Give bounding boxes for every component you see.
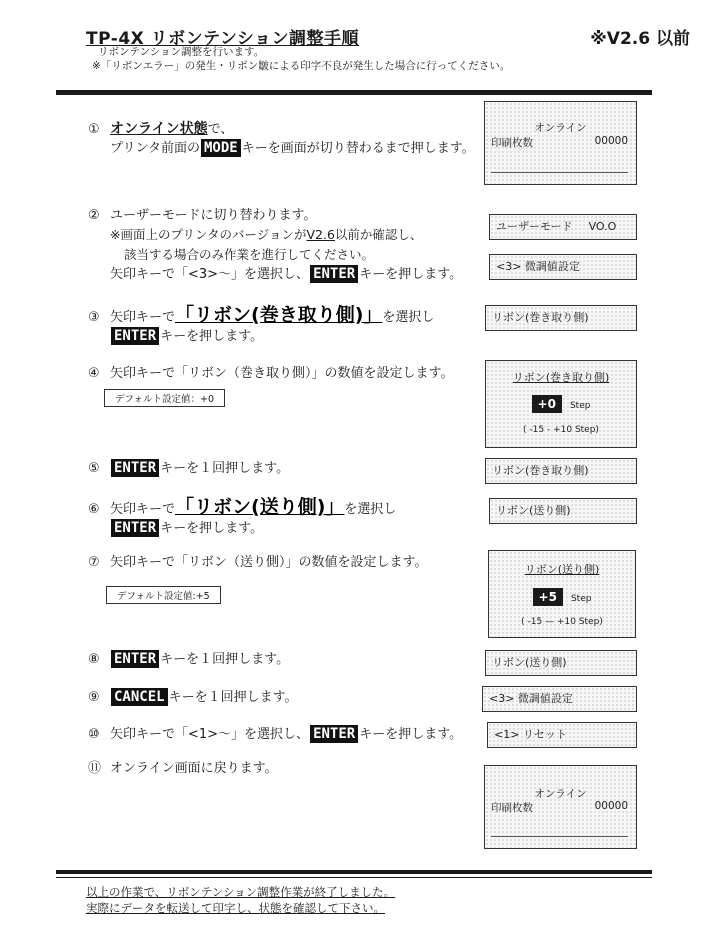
lcd-reset: <1> リセット xyxy=(487,722,637,748)
step-9: ⑨ CANCEL キーを１回押します。 xyxy=(88,689,298,705)
description-line-2: ※「リボンエラー」の発生・リボン皺による印字不良が発生した場合に行ってください。 xyxy=(92,60,511,72)
lcd-online: オンライン 印刷枚数 00000 xyxy=(484,101,637,185)
footer-line-1: 以上の作業で、リボンテンション調整作業が終了しました。 xyxy=(86,885,396,899)
bottom-divider xyxy=(56,870,652,874)
step-7: ⑦ 矢印キーで「リボン（送り側）」の数値を設定します。 xyxy=(88,555,428,570)
lcd-fine-adjust-2: <3> 微調値設定 xyxy=(482,686,637,712)
enter-key: ENTER xyxy=(310,265,358,283)
enter-key: ENTER xyxy=(111,650,159,668)
lcd-user-mode: ユーザーモード VO.O xyxy=(489,214,637,240)
lcd-ribbon-feed: リボン(送り側) xyxy=(489,498,637,524)
footer-line-2: 実際にデータを転送して印字し、状態を確認して下さい。 xyxy=(86,901,385,915)
top-divider xyxy=(56,90,652,95)
step-10: ⑩ 矢印キーで「<1>〜」を選択し、 ENTER キーを押します。 xyxy=(88,726,463,742)
online-state-link: オンライン状態 xyxy=(110,121,208,137)
description-line-1: リボンテンション調整を行います。 xyxy=(98,46,265,58)
enter-key: ENTER xyxy=(111,519,159,537)
step-2: ② ユーザーモードに切り替わります。 ※画面上のプリンタのバージョンがV2.6以前か確認し、 該当する場合のみ作業を進行してください。 矢印キーで「<3>〜」を選択し、 ENTER キーを押します。 xyxy=(88,208,463,282)
enter-key: ENTER xyxy=(310,725,358,743)
ribbon-feed-label: 「リボン(送り側)」 xyxy=(175,496,345,518)
enter-key: ENTER xyxy=(111,327,159,345)
version-note: ※V2.6 以前 xyxy=(590,29,690,49)
lcd-fine-adjust: <3> 微調値設定 xyxy=(489,254,637,280)
cancel-key: CANCEL xyxy=(111,688,168,706)
step-6: ⑥ 矢印キーで「リボン(送り側)」を選択し ENTER キーを押します。 xyxy=(88,496,397,536)
step-8: ⑧ ENTER キーを１回押します。 xyxy=(88,651,290,667)
lcd-ribbon-feed-2: リボン(送り側) xyxy=(485,650,637,676)
mode-key: MODE xyxy=(201,139,241,157)
step-11: ⑪ オンライン画面に戻ります。 xyxy=(88,761,278,776)
default-value-box: デフォルト設定値：+0 xyxy=(104,387,225,407)
enter-key: ENTER xyxy=(111,459,159,477)
lcd-ribbon-take-up-2: リボン(巻き取り側) xyxy=(485,458,637,484)
lcd-online-return: オンライン 印刷枚数 00000 xyxy=(484,765,637,849)
lcd-ribbon-take-up: リボン(巻き取り側) xyxy=(485,305,637,331)
bottom-divider-thin xyxy=(56,877,652,878)
ribbon-take-up-label: 「リボン(巻き取り側)」 xyxy=(175,304,383,326)
step-3: ③ 矢印キーで「リボン(巻き取り側)」を選択し ENTER キーを押します。 xyxy=(88,304,435,344)
step-4: ④ 矢印キーで「リボン（巻き取り側）」の数値を設定します。 xyxy=(88,366,454,381)
step-5: ⑤ ENTER キーを１回押します。 xyxy=(88,460,290,476)
step-1: ① オンライン状態で、 プリンタ前面の MODE キーを画面が切り替わるまで押します。 xyxy=(88,121,475,156)
lcd-ribbon-take-up-setting: リボン(巻き取り側) +0 Step ( -15 - +10 Step) xyxy=(485,360,637,448)
default-value-box-feed: デフォルト設定値:+5 xyxy=(106,584,221,604)
lcd-ribbon-feed-setting: リボン(送り側) +5 Step ( -15 — +10 Step) xyxy=(488,550,636,638)
page-title: TP-4X リボンテンション調整手順 xyxy=(86,29,360,49)
